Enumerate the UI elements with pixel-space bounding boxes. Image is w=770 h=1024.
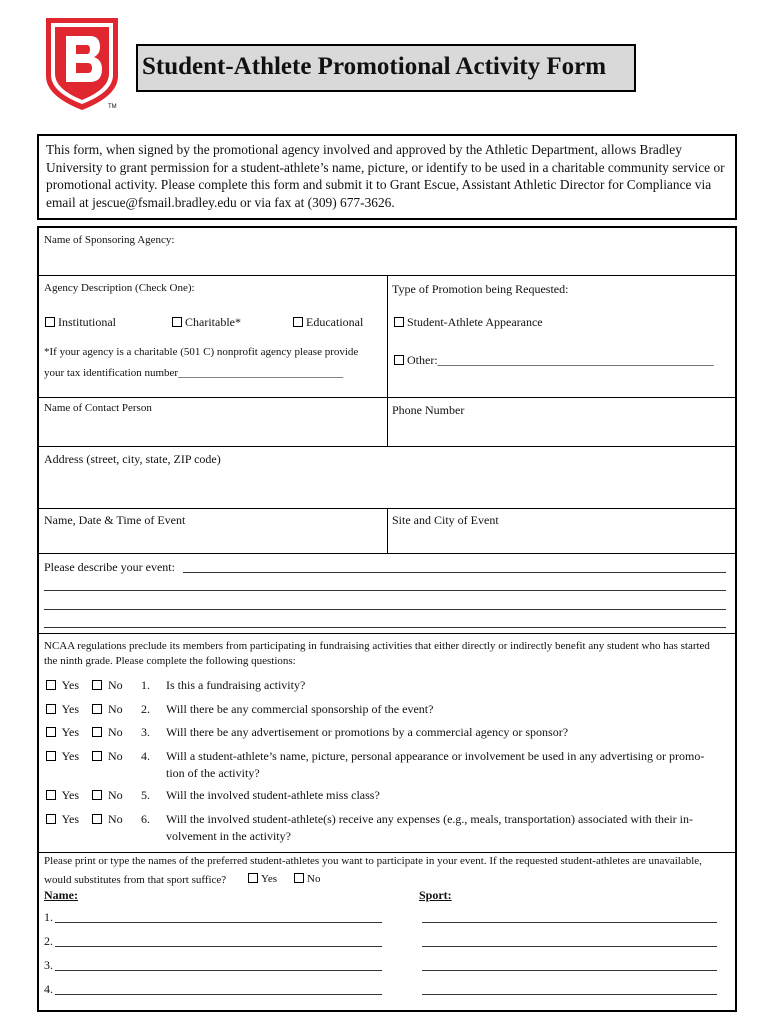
question-yes-label: Yes (61, 788, 80, 802)
athlete-name-field[interactable] (55, 970, 382, 971)
educational-label: Educational (306, 315, 364, 329)
question-no-option[interactable] (92, 812, 123, 827)
event-site-label: Site and City of Event (392, 513, 499, 527)
describe-event-label: Please describe your event: (44, 560, 175, 574)
form-box (37, 226, 737, 1012)
athlete-sport-field[interactable] (422, 970, 717, 971)
question-no-option[interactable] (92, 788, 123, 803)
contact-person-field[interactable] (44, 418, 382, 442)
page-title: Student-Athlete Promotional Activity Form (142, 53, 607, 80)
question-no-label: No (108, 678, 123, 692)
educational-option[interactable] (293, 315, 363, 330)
question-text: Will a student-athlete’s name, picture, personal appearance or involvement be used in any advertising or promo- (166, 749, 705, 763)
title-box (136, 44, 636, 92)
question-yes-checkbox[interactable] (46, 680, 56, 690)
describe-event-line-3[interactable] (44, 609, 726, 610)
charitable-note-line1: *If your agency is a charitable (501 C) nonprofit agency please provide (44, 346, 359, 358)
other-checkbox[interactable] (394, 355, 404, 365)
athlete-row-number: 3. (44, 958, 53, 972)
question-number: 1. (141, 678, 150, 692)
athlete-row-number: 4. (44, 982, 53, 996)
event-name-label: Name, Date & Time of Event (44, 513, 186, 527)
athlete-name-field[interactable] (55, 994, 382, 995)
address-field[interactable] (44, 468, 730, 504)
question-yes-label: Yes (61, 702, 80, 716)
name-column-header: Name: (44, 888, 78, 902)
sponsoring-agency-field[interactable] (44, 250, 730, 272)
student-appearance-option[interactable] (394, 315, 543, 330)
charitable-label: Charitable* (185, 315, 241, 329)
other-field[interactable]: Other:______________________________________________ (407, 353, 714, 367)
question-no-checkbox[interactable] (92, 680, 102, 690)
athlete-name-field[interactable] (55, 946, 382, 947)
question-yes-checkbox[interactable] (46, 751, 56, 761)
question-number: 3. (141, 725, 150, 739)
question-yes-checkbox[interactable] (46, 814, 56, 824)
substitutes-no-label: No (307, 873, 321, 885)
charitable-option[interactable] (172, 315, 241, 330)
question-yes-option[interactable] (46, 725, 79, 740)
question-text-continued: tion of the activity? (166, 766, 260, 780)
question-yes-option[interactable] (46, 788, 79, 803)
question-no-checkbox[interactable] (92, 790, 102, 800)
question-number: 5. (141, 788, 150, 802)
question-yes-checkbox[interactable] (46, 704, 56, 714)
promotion-type-label: Type of Promotion being Requested: (392, 282, 569, 296)
question-yes-checkbox[interactable] (46, 727, 56, 737)
athlete-sport-field[interactable] (422, 946, 717, 947)
question-yes-option[interactable] (46, 702, 79, 717)
question-yes-option[interactable] (46, 812, 79, 827)
describe-event-line-2[interactable] (44, 590, 726, 591)
athlete-sport-field[interactable] (422, 994, 717, 995)
question-no-label: No (108, 812, 123, 826)
athlete-name-field[interactable] (55, 922, 382, 923)
other-option[interactable] (394, 353, 714, 368)
substitutes-yes-label: Yes (261, 873, 278, 885)
institutional-option[interactable] (45, 315, 116, 330)
phone-label: Phone Number (392, 403, 465, 417)
substitutes-yes-checkbox[interactable] (248, 873, 258, 883)
question-no-label: No (108, 725, 123, 739)
address-label: Address (street, city, state, ZIP code) (44, 452, 221, 466)
question-yes-label: Yes (61, 725, 80, 739)
trademark-mark: TM (108, 104, 117, 110)
question-yes-label: Yes (61, 749, 80, 763)
athletes-intro-line2: would substitutes from that sport suffice? (44, 874, 227, 886)
question-no-option[interactable] (92, 725, 123, 740)
phone-field[interactable] (392, 419, 730, 443)
educational-checkbox[interactable] (293, 317, 303, 327)
contact-person-label: Name of Contact Person (44, 402, 152, 414)
institutional-label: Institutional (58, 315, 116, 329)
athlete-sport-field[interactable] (422, 922, 717, 923)
tax-id-field[interactable]: your tax identification number______________________________ (44, 367, 344, 379)
substitutes-no-option[interactable] (294, 873, 320, 885)
question-no-option[interactable] (92, 678, 123, 693)
bradley-logo (42, 14, 122, 114)
question-yes-option[interactable] (46, 678, 79, 693)
question-no-checkbox[interactable] (92, 727, 102, 737)
question-yes-label: Yes (61, 678, 80, 692)
agency-description-label: Agency Description (Check One): (44, 282, 195, 294)
question-no-checkbox[interactable] (92, 751, 102, 761)
ncaa-intro-line1: NCAA regulations preclude its members from participating in fundraising activities that either directly or indirectly benefit any student who has started (44, 640, 710, 652)
event-site-field[interactable] (392, 529, 730, 549)
question-text: Will there be any advertisement or promotions by a commercial agency or sponsor? (166, 725, 569, 739)
question-text: Will there be any commercial sponsorship of the event? (166, 702, 434, 716)
student-appearance-label: Student-Athlete Appearance (407, 315, 543, 329)
sponsoring-agency-label: Name of Sponsoring Agency: (44, 234, 175, 246)
ncaa-intro-line2: the ninth grade. Please complete the following questions: (44, 655, 296, 667)
institutional-checkbox[interactable] (45, 317, 55, 327)
question-no-label: No (108, 749, 123, 763)
substitutes-yes-option[interactable] (248, 873, 277, 885)
question-text: Is this a fundraising activity? (166, 678, 306, 692)
question-no-option[interactable] (92, 749, 123, 764)
athletes-intro-line1: Please print or type the names of the preferred student-athletes you want to participate in your event. If the requested student-athletes are unavailable, (44, 855, 702, 867)
question-no-label: No (108, 702, 123, 716)
question-text-continued: volvement in the activity? (166, 829, 291, 843)
athlete-row-number: 2. (44, 934, 53, 948)
question-no-label: No (108, 788, 123, 802)
describe-event-line-1[interactable] (183, 572, 726, 573)
sport-column-header: Sport: (419, 888, 452, 902)
question-yes-label: Yes (61, 812, 80, 826)
question-no-option[interactable] (92, 702, 123, 717)
substitutes-no-checkbox[interactable] (294, 873, 304, 883)
intro-paragraph: This form, when signed by the promotional agency involved and approved by the Athletic Department, allows Bradley University to grant permission for a student-athlete’s name, picture, or identify to be used in a charitable community service or promotional activity. Please complete this form and submit it to Grant Escue, Assistant Athletic Director for Compliance via email at jescue@fsmail.bradley.edu or via fax at (309) 677-3626. (37, 134, 737, 220)
question-number: 6. (141, 812, 150, 826)
athlete-row-number: 1. (44, 910, 53, 924)
question-no-checkbox[interactable] (92, 814, 102, 824)
question-text: Will the involved student-athlete(s) receive any expenses (e.g., meals, transportation) associated with their in- (166, 812, 694, 826)
question-number: 4. (141, 749, 150, 763)
bradley-shield-icon (42, 14, 122, 114)
question-yes-checkbox[interactable] (46, 790, 56, 800)
student-appearance-checkbox[interactable] (394, 317, 404, 327)
question-number: 2. (141, 702, 150, 716)
describe-event-line-4[interactable] (44, 627, 726, 628)
question-yes-option[interactable] (46, 749, 79, 764)
question-text: Will the involved student-athlete miss class? (166, 788, 380, 802)
event-name-field[interactable] (44, 529, 382, 549)
question-no-checkbox[interactable] (92, 704, 102, 714)
charitable-checkbox[interactable] (172, 317, 182, 327)
